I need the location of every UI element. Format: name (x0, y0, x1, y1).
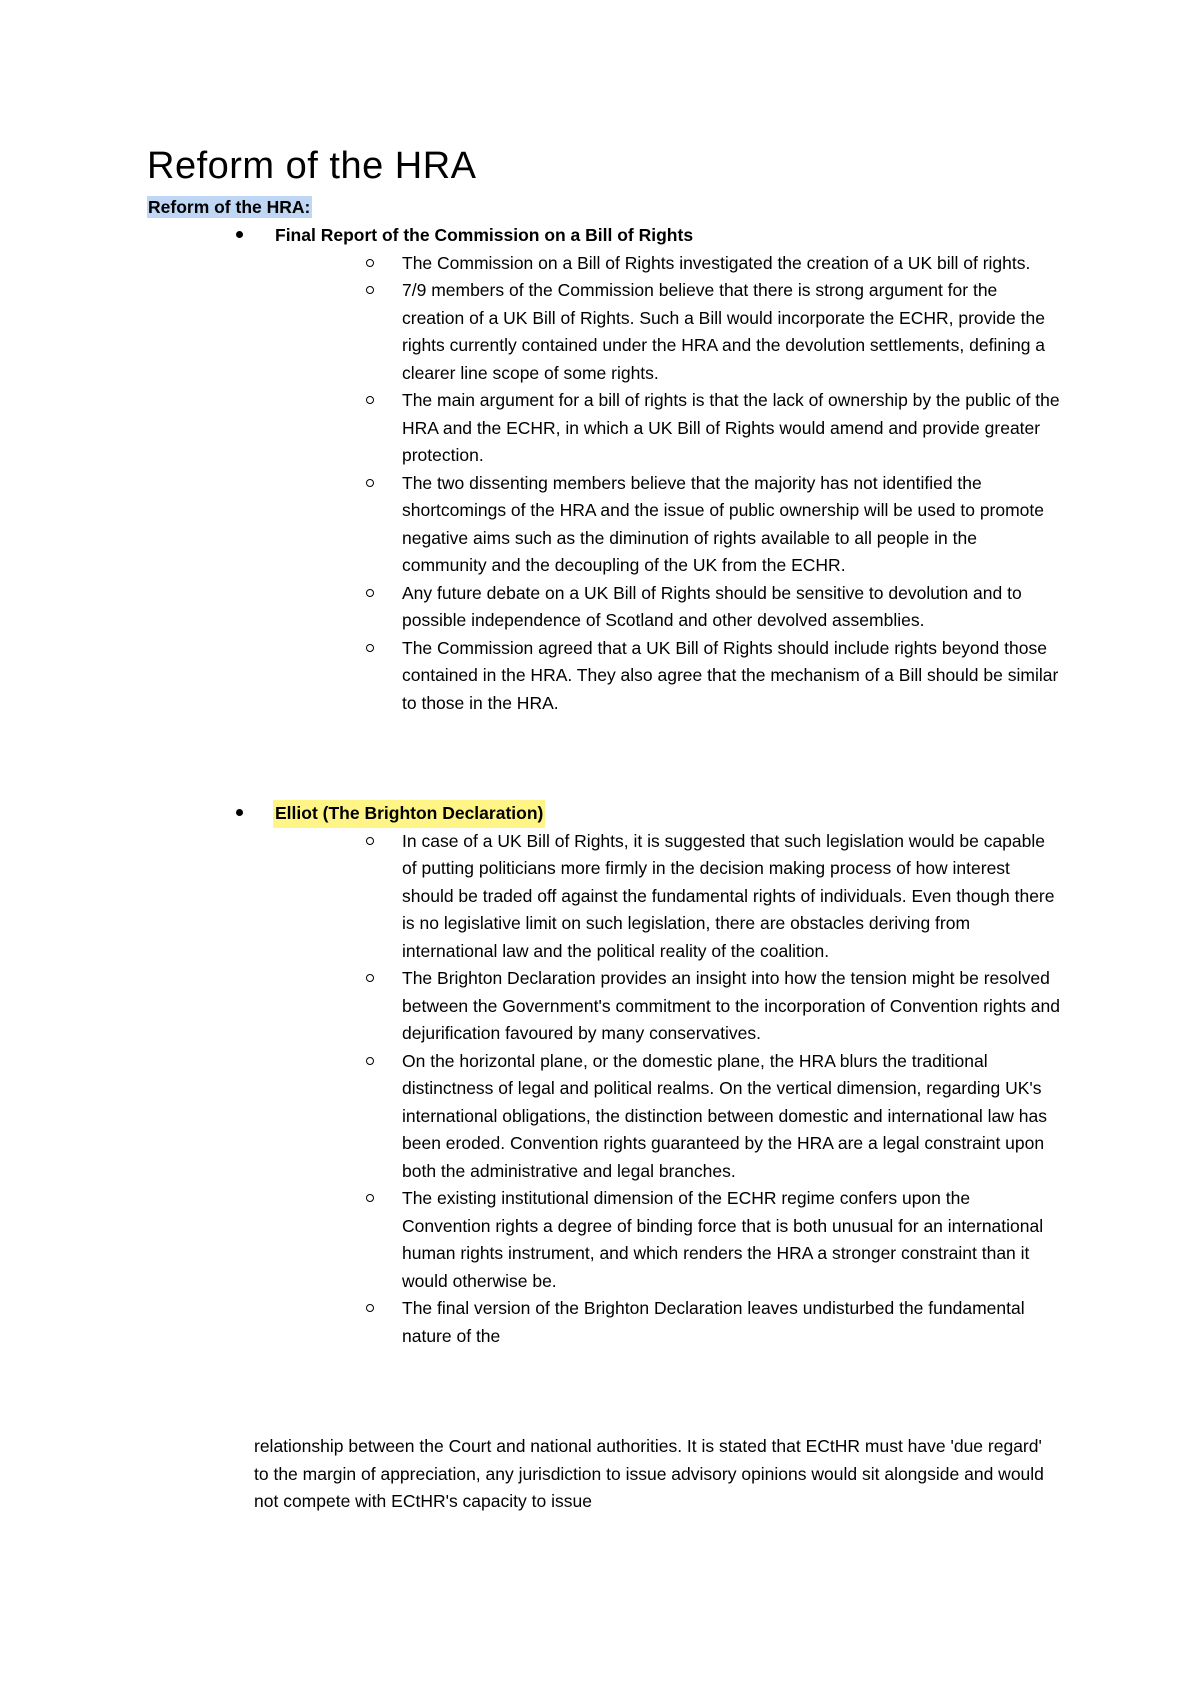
sub-bullet-item (0, 277, 1062, 387)
sub-bullet-item (0, 635, 1062, 718)
section-subheading: Reform of the HRA: (148, 197, 311, 217)
bullet-dot-icon (236, 231, 243, 238)
sub-bullet-text: The Brighton Declaration provides an insight into how the tension might be resolved between the Government's commitment to the incorporation of Convention rights and dejurification favoured by many conservatives. (402, 968, 1061, 1043)
hollow-circle-bullet-icon (366, 259, 374, 267)
sub-bullet-item (0, 828, 1062, 966)
hollow-circle-bullet-icon (366, 286, 374, 294)
sub-bullet-list (0, 250, 1200, 718)
sub-bullet-text: In case of a UK Bill of Rights, it is suggested that such legislation would be capable of putting politicians more firmly in the decision making process of how interest should be traded off against the fundamental rights of individuals. Even though there is no legislative limit on such legislation, there are obstacles deriving from international law and the political reality of the coalition. (402, 830, 1055, 961)
sub-bullet-text: The Commission agreed that a UK Bill of Rights should include rights beyond those contained in the HRA. They also agree that the mechanism of a Bill should be similar to those in the HRA. (402, 637, 1059, 713)
sub-bullet-item (0, 1048, 1062, 1186)
sub-bullet-item (0, 965, 1062, 1048)
hollow-circle-bullet-icon (366, 974, 374, 982)
sub-bullet-item (0, 1295, 1062, 1350)
sub-bullet-text: The existing institutional dimension of the ECHR regime confers upon the Convention rights a degree of binding force that is both unusual for an international human rights instrument, and which renders the HRA a stronger constraint than it would otherwise be. (402, 1188, 1044, 1291)
bullet-dot-icon (236, 809, 243, 816)
bullet-section-elliot (0, 800, 1200, 1350)
bullet-heading: Final Report of the Commission on a Bill of Rights (275, 225, 694, 245)
bullet-section-commission (0, 222, 1200, 717)
hollow-circle-bullet-icon (366, 837, 374, 845)
sub-bullet-item (0, 580, 1062, 635)
sub-bullet-item (0, 387, 1062, 470)
hollow-circle-bullet-icon (366, 1304, 374, 1312)
sub-bullet-text: Any future debate on a UK Bill of Rights should be sensitive to devolution and to possible independence of Scotland and other devolved assemblies. (402, 582, 1022, 630)
sub-bullet-text: 7/9 members of the Commission believe that there is strong argument for the creation of a UK Bill of Rights. Such a Bill would incorporate the ECHR, provide the rights currently contained under the HRA and the devolution settlements, defining a clearer line scope of some rights. (402, 280, 1046, 383)
sub-bullet-item (0, 250, 1062, 278)
hollow-circle-bullet-icon (366, 1057, 374, 1065)
bullet-heading-row (0, 800, 1200, 828)
sub-bullet-text: The two dissenting members believe that the majority has not identified the shortcomings of the HRA and the issue of public ownership will be used to promote negative aims such as the diminution of rights available to all people in the community and the decoupling of the UK from the ECHR. (402, 472, 1045, 575)
sub-bullet-text: The Commission on a Bill of Rights investigated the creation of a UK bill of rights. (402, 252, 1031, 273)
bullet-heading-row (0, 222, 1200, 250)
hollow-circle-bullet-icon (366, 1194, 374, 1202)
sub-bullet-text: On the horizontal plane, or the domestic plane, the HRA blurs the traditional distinctness of legal and political realms. On the vertical dimension, regarding UK's international obligations, the distinction between domestic and international law has been eroded. Convention rights guaranteed by the HRA are a legal constraint upon both the administrative and legal branches. (402, 1050, 1047, 1181)
bullet-heading-highlighted: Elliot (The Brighton Declaration) (273, 800, 545, 828)
sub-bullet-item (0, 470, 1062, 580)
sub-bullet-list (0, 828, 1200, 1351)
hollow-circle-bullet-icon (366, 396, 374, 404)
continuation-paragraph: relationship between the Court and national authorities. It is stated that ECtHR must have 'due regard' to the margin of appreciation, any jurisdiction to issue advisory opinions would sit alongside and would not compete with ECtHR's capacity to issue (254, 1436, 1044, 1511)
sub-bullet-text: The final version of the Brighton Declaration leaves undisturbed the fundamental nature of the (402, 1298, 1025, 1346)
sub-bullet-item (0, 1185, 1062, 1295)
hollow-circle-bullet-icon (366, 479, 374, 487)
page-title: Reform of the HRA (147, 145, 477, 187)
hollow-circle-bullet-icon (366, 644, 374, 652)
hollow-circle-bullet-icon (366, 589, 374, 597)
sub-bullet-text: The main argument for a bill of rights is that the lack of ownership by the public of the HRA and the ECHR, in which a UK Bill of Rights would amend and provide greater protection. (402, 390, 1060, 465)
